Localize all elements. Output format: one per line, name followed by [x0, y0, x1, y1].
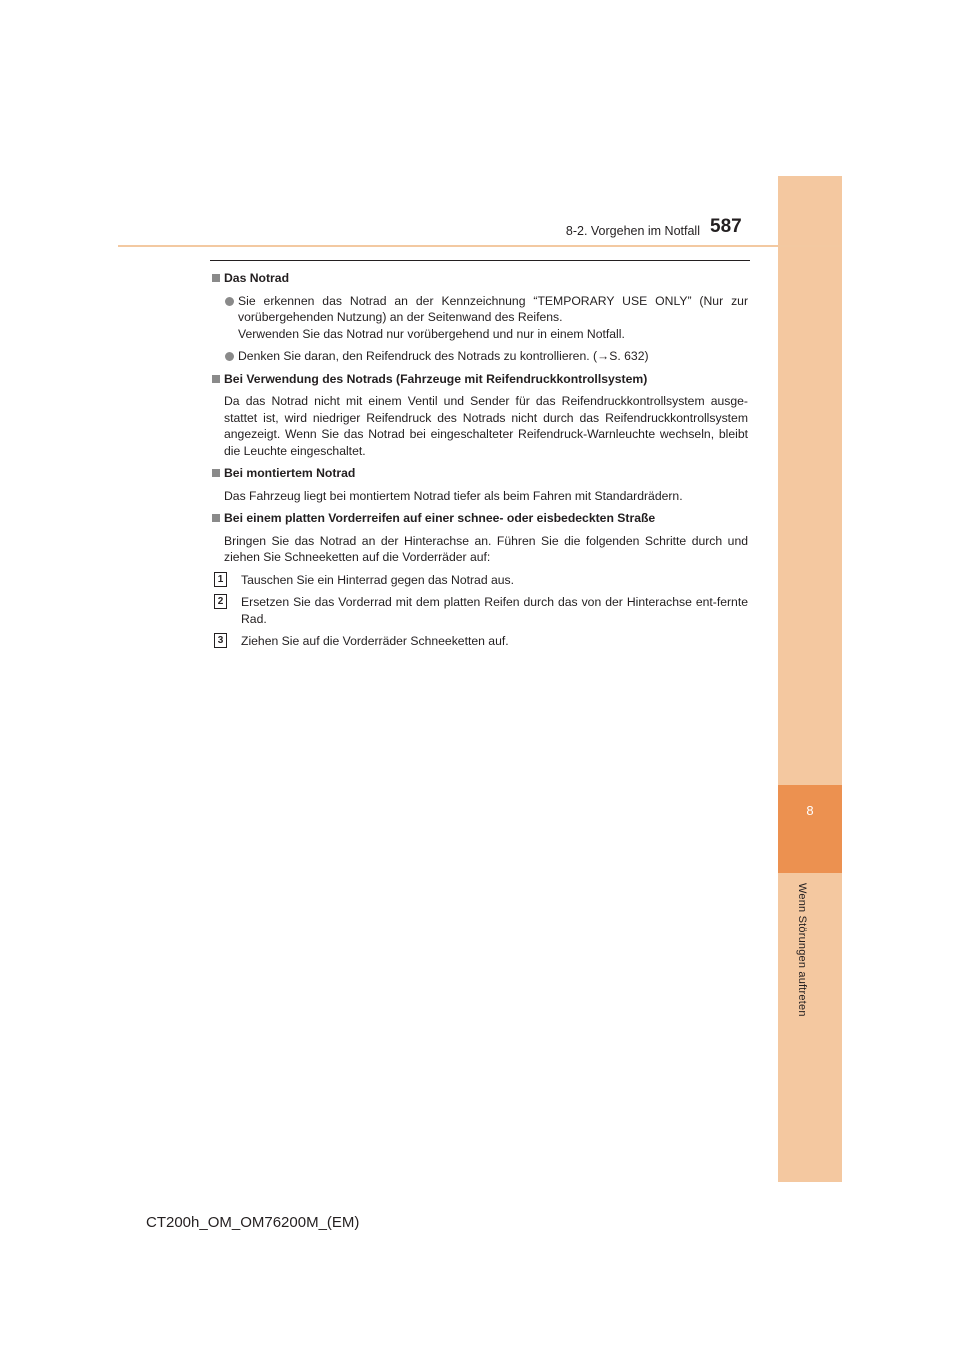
section-heading: Bei montiertem Notrad [212, 465, 748, 482]
square-bullet-icon [212, 514, 220, 522]
section-heading: Bei einem platten Vorderreifen auf einer schnee- oder eisbedeckten Straße [212, 510, 748, 527]
section-title: 8-2. Vorgehen im Notfall [565, 224, 700, 238]
step-item: 3 Ziehen Sie auf die Vorderräder Schneeketten auf. [214, 633, 748, 650]
footer-doc-id: CT200h_OM_OM76200M_(EM) [146, 1214, 360, 1231]
bullet-item: Sie erkennen das Notrad an der Kennzeichnung “TEMPORARY USE ONLY” (Nur zur vorübergehenden Nutzung) an der Seitenwand des Reifens. Verwenden Sie das Notrad nur vorübergehend und nur in einem Notfall. [212, 293, 748, 343]
bullet-dot-icon [225, 297, 234, 306]
section-text: Da das Notrad nicht mit einem Ventil und Sender für das Reifendruckkontrollsystem ausge-stattet ist, wird niedriger Reifendruck des Notrads nicht durch das Reifendruckkontrollsystem angezeigt. Wenn Sie das Notrad bei eingeschalteter Reifendruck-Warnleuchte wechseln, bleibt die Leuchte eingeschaltet. [224, 394, 748, 458]
step-number-badge: 1 [214, 572, 227, 587]
chapter-title: Wenn Störungen auftreten [796, 883, 808, 1017]
header-rule [118, 245, 841, 247]
square-bullet-icon [212, 469, 220, 477]
page-content [212, 270, 748, 650]
step-number-badge: 2 [214, 594, 227, 609]
page-number: 587 [710, 216, 742, 237]
step-item: 1 Tauschen Sie ein Hinterrad gegen das Notrad aus. [214, 572, 748, 589]
section-text: Bringen Sie das Notrad an der Hinterachse an. Führen Sie die folgenden Schritte durch und ziehen Sie Schneeketten auf die Vorderräder auf: [224, 533, 748, 564]
step-item: 2 Ersetzen Sie das Vorderrad mit dem platten Reifen durch das von der Hinterachse ent-fernte Rad. [214, 594, 748, 627]
chapter-tab [778, 785, 842, 873]
bullet-item: Denken Sie daran, den Reifendruck des Notrads zu kontrollieren. (→S. 632) [212, 348, 748, 365]
square-bullet-icon [212, 274, 220, 282]
step-number-badge: 3 [214, 633, 227, 648]
section-heading: Bei Verwendung des Notrads (Fahrzeuge mit Reifendruckkontrollsystem) [212, 371, 748, 388]
chapter-number: 8 [806, 803, 814, 818]
content-top-rule [210, 260, 750, 261]
bullet-dot-icon [225, 352, 234, 361]
section-heading: Das Notrad [212, 270, 748, 287]
section-text: Das Fahrzeug liegt bei montiertem Notrad tiefer als beim Fahren mit Standardrädern. [224, 488, 683, 503]
square-bullet-icon [212, 375, 220, 383]
chapter-side-band [778, 176, 842, 1182]
